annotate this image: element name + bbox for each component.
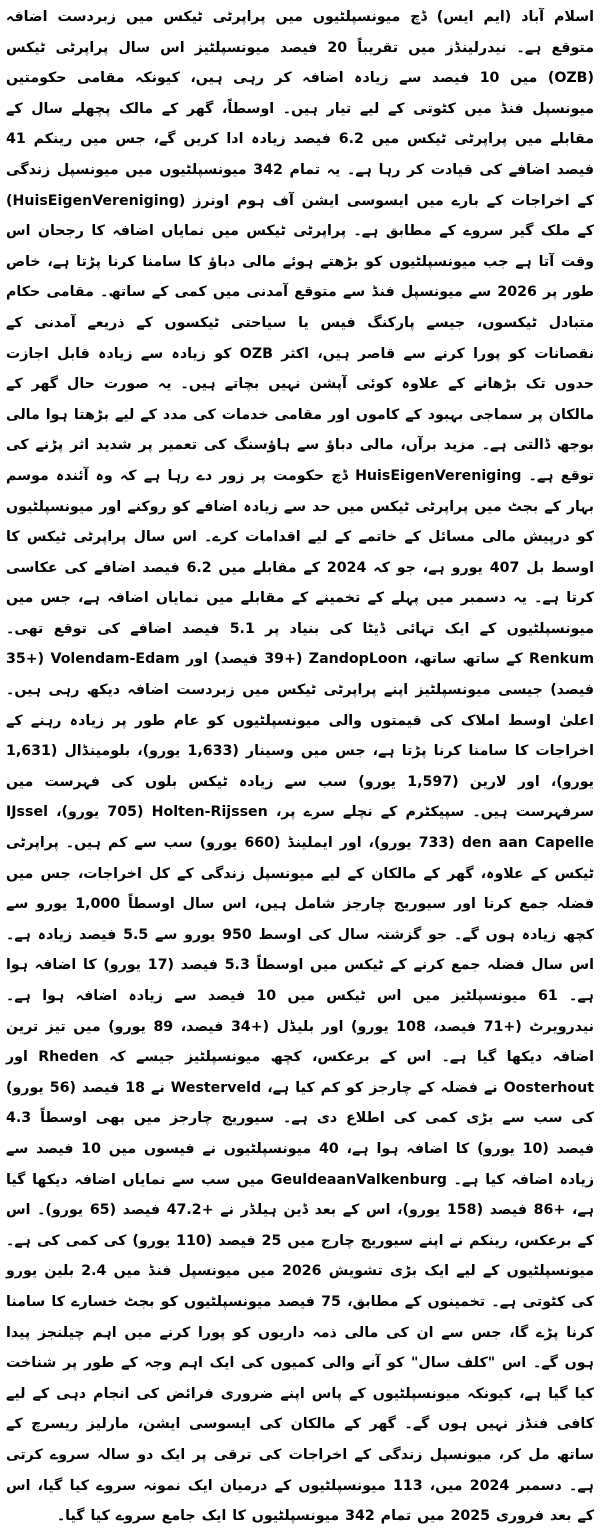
article-body-text: اسلام آباد (ایم ایس) ڈچ میونسپلٹیوں میں پراپرٹی ٹیکس میں زبردست اضافہ متوقع ہے۔ نیدرلینڈز میں تقریباً 20 فیصد میونسپلٹیز اس سال پراپرٹی ٹیکس (OZB) میں 10 فیصد سے زیادہ اضافہ کر رہی ہیں، کیونکہ مقامی حکومتیں میونسپل فنڈ میں کٹوتی کے لیے تیار ہیں۔ اوسطاً، گھر کے مالک پچھلے سال کے مقابلے میں پراپرٹی ٹیکس میں 6.2 فیصد زیادہ ادا کریں گے، جس میں رینکم 41 فیصد اضافے کی قیادت کر رہا ہے۔ یہ تمام 342 میونسپلٹیوں میں میونسپل زندگی کے اخراجات کے بارے میں ایسوسی ایشن آف ہوم اونرز (HuisEigenVereniging) کے ملک گیر سروے کے مطابق ہے۔ پراپرٹی ٹیکس میں نمایاں اضافہ کا رجحان اس وقت آتا ہے جب میونسپلٹیوں کو بڑھتے ہوئے مالی دباؤ کا سامنا کرنا پڑتا ہے، خاص طور پر 2026 سے میونسپل فنڈ سے متوقع آمدنی میں کمی کے ساتھ۔ مقامی حکام متبادل ٹیکسوں، جیسے پارکنگ فیس یا سیاحتی ٹیکسوں کے ذریعے آمدنی کے نقصانات کو پورا کرنے سے قاصر ہیں، اکثر OZB کو زیادہ سے زیادہ قابل اجازت حدوں تک بڑھانے کے علاوہ کوئی آپشن نہیں بچاتے ہیں۔ یہ صورت حال گھر کے مالکان پر سماجی بہبود کے کاموں اور مقامی خدمات کی مدد کے لیے بڑھتا ہوا مالی بوجھ ڈالتی ہے۔ مزید برآں، مالی دباؤ سے ہاؤسنگ کی تعمیر پر شدید اثر پڑنے کی توقع ہے۔ HuisEigenVereniging ڈچ حکومت پر زور دے رہا ہے کہ وہ آئندہ موسم بہار کے بجٹ میں پراپرٹی ٹیکس میں حد سے زیادہ اضافے کو روکنے اور میونسپلٹیوں کو درپیش مالی مسائل کے خاتمے کے لیے اقدامات کرے۔ اس سال پراپرٹی ٹیکس کا اوسط بل 407 یورو ہے، جو کہ 2024 کے مقابلے میں 6.2 فیصد اضافے کی عکاسی کرتا ہے۔ یہ دسمبر میں پہلے کے تخمینے کے مقابلے میں نمایاں اضافہ ہے، جس میں میونسپلٹیوں کے ایک تہائی ڈیٹا کی بنیاد پر 5.1 فیصد اضافے کی توقع تھی۔ Renkum کے ساتھ ساتھ، ZandopLoon (+39 فیصد) اور Volendam-Edam (+35 فیصد) جیسی میونسپلٹیز اپنے پراپرٹی ٹیکس میں زبردست اضافہ دیکھ رہی ہیں۔ اعلیٰ اوسط املاک کی قیمتوں والی میونسپلٹیوں کو عام طور پر زیادہ رہنے کے اخراجات کا سامنا کرنا پڑتا ہے، جس میں وسینار (1,633 یورو)، بلومینڈال (1,631 یورو)، اور لارین (1,597 یورو) سب سے زیادہ ٹیکس بلوں کی فہرست میں سرفہرست ہیں۔ سپیکٹرم کے نچلے سرے پر، Holten-Rijssen (705 یورو)، IJssel den aan Capelle (733 یورو)، اور ایملینڈ (660 یورو) سب سے کم ہیں۔ پراپرٹی ٹیکس کے علاوہ، گھر کے مالکان کے لیے میونسپل زندگی کے کل اخراجات، جس میں فضلہ جمع کرنا اور سیوریج چارجز شامل ہیں، اس سال اوسطاً 1,000 یورو سے کچھ زیادہ ہوں گے۔ جو گزشتہ سال کی اوسط 950 یورو سے 5.5 فیصد زیادہ ہے۔ اس سال فضلہ جمع کرنے کے ٹیکس میں اوسطاً 5.3 فیصد (17 یورو) کا اضافہ ہوا ہے۔ 61 میونسپلٹیز میں اس ٹیکس میں 10 فیصد سے زیادہ اضافہ ہوا ہے۔ نیدرویرٹ (+71 فیصد، 108 یورو) اور بلیڈل (+34 فیصد، 89 یورو) میں تیز ترین اضافہ دیکھا گیا ہے۔ اس کے برعکس، کچھ میونسپلٹیز جیسے کہ Rheden اور Oosterhout نے فضلہ کے چارجز کو کم کیا ہے، Westerveld نے 18 فیصد (56 یورو) کی سب سے بڑی کمی کی اطلاع دی ہے۔ سیوریج چارجز میں بھی اوسطاً 4.3 فیصد (10 یورو) کا اضافہ ہوا ہے، 40 میونسپلٹیوں نے فیسوں میں 10 فیصد سے زیادہ اضافہ کیا ہے۔ GeuldeaanValkenburg میں سب سے نمایاں اضافہ دیکھا گیا ہے، +86 فیصد (158 یورو)، اس کے بعد ڈین ہیلڈر نے +47.2 فیصد (65 یورو)۔ اس کے برعکس، رینکم نے اپنے سیوریج چارج میں 25 فیصد (110 یورو) کی کمی کی ہے۔ میونسپلٹیوں کے لیے ایک بڑی تشویش 2026 میں میونسپل فنڈ میں 2.4 بلین یورو کی کٹوتی ہے۔ تخمینوں کے مطابق، 75 فیصد میونسپلٹیوں کو بجٹ خسارے کا سامنا کرنا پڑے گا، جس سے ان کی مالی ذمہ داریوں کو پورا کرنے میں اہم چیلنجز پیدا ہوں گے۔ اس "کلف سال" کو آنے والی کمیوں کی ایک اہم وجہ کے طور پر شناخت کیا گیا ہے، کیونکہ میونسپلٹیوں کے پاس اپنے ضروری فرائض کی انجام دہی کے لیے کافی فنڈز نہیں ہوں گے۔ گھر کے مالکان کی ایسوسی ایشن، مارلیز ریسرچ کے ساتھ مل کر، میونسپل زندگی کے اخراجات کی ترقی پر ایک دو سالہ سروے کرتی ہے۔ دسمبر 2024 میں، 113 میونسپلٹیوں کے درمیان ایک نمونہ سروے کیا گیا، اس کے بعد فروری 2025 میں تمام 342 میونسپلٹیوں کا ایک جامع سروے کیا گیا۔ bbox=[6, 9, 595, 1525]
